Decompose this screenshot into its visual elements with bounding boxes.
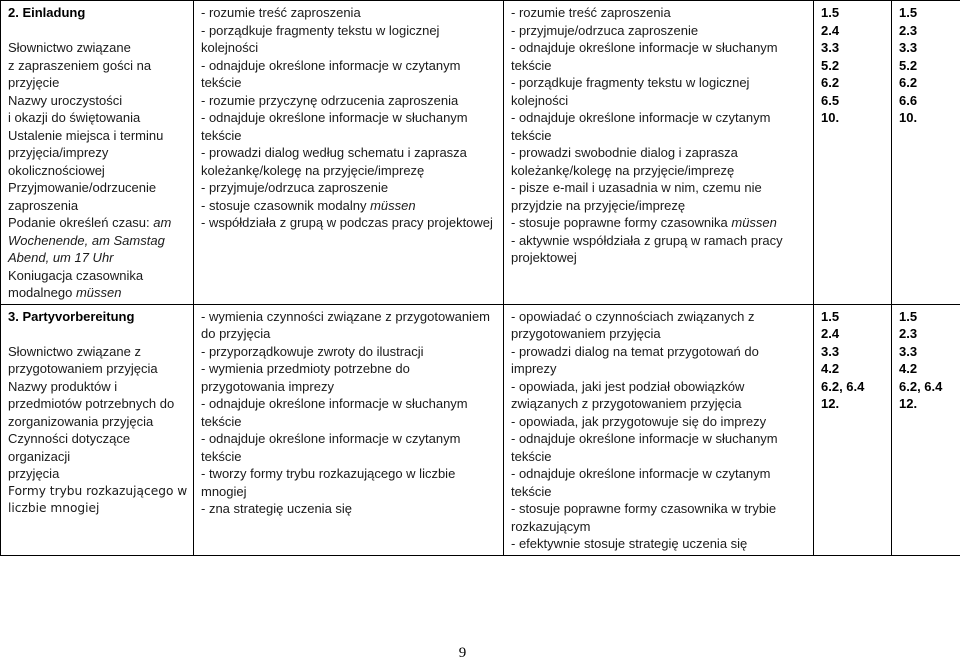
vocab-line [8, 430, 188, 465]
line-italic-text: Wochenende, am Samstag [8, 232, 165, 248]
basic-requirements-cell [194, 1, 504, 305]
line-text: modalnego [8, 285, 76, 300]
requirement-line: kolejności [201, 40, 259, 55]
requirement-line: koleżankę/kolegę na przyjęcie/imprezę [201, 162, 425, 178]
core-curriculum-extended-cell [892, 1, 960, 305]
curriculum-code: 1.5 [899, 308, 918, 324]
curriculum-code: 1.5 [821, 5, 840, 20]
vocab-line [8, 249, 188, 267]
requirement-line: - współdziała z grupą w podczas pracy projektowej [201, 215, 493, 230]
requirement-line: - odnajduje określone informacje w czytanym [511, 466, 771, 481]
line-text: Nazwy produktów i [8, 378, 118, 394]
vocab-line [8, 197, 188, 215]
requirement-line: tekście [201, 127, 242, 143]
line-text: okolicznościowej [8, 162, 105, 178]
curriculum-code: 4.2 [821, 361, 840, 376]
requirement-line: - odnajduje określone informacje w słuchanym [511, 40, 778, 55]
requirement-line: - rozumie przyczynę odrzucenia zaproszenia [201, 92, 459, 108]
core-curriculum-basic-cell [814, 1, 892, 305]
curriculum-code: 3.3 [821, 343, 840, 359]
requirement-line: projektowej [511, 250, 577, 265]
topic-cell [1, 1, 194, 305]
requirement-line: tekście [511, 57, 552, 73]
line-text: Czynności dotyczące organizacji [8, 431, 131, 464]
spacer [8, 325, 188, 343]
requirement-line: - przyjmuje/odrzuca zaproszenie [201, 180, 389, 195]
requirement-line: przygotowaniem przyjęcia [511, 326, 661, 341]
curriculum-code: 6.5 [821, 92, 840, 108]
curriculum-code: 6.2, 6.4 [821, 378, 865, 394]
curriculum-code: 2.3 [899, 326, 918, 341]
curriculum-code: 12. [899, 396, 918, 411]
requirement-line: - opowiada, jaki jest podział obowiązków [511, 378, 745, 394]
requirement-line: - porządkuje fragmenty tekstu w logicznej [511, 75, 750, 90]
vocab-line [8, 500, 188, 518]
line-text: przyjęcia/imprezy [8, 145, 109, 160]
line-text: Koniugacja czasownika [8, 267, 144, 283]
line-text: Formy trybu rozkazującego w [8, 483, 188, 498]
requirement-line: rozkazującym [511, 518, 591, 534]
requirement-line: - porządkuje fragmenty tekstu w logicznej [201, 22, 440, 38]
requirement-line: - przyjmuje/odrzuca zaproszenie [511, 22, 699, 38]
topic-cell [1, 304, 194, 555]
line-italic-text: müssen [731, 215, 777, 230]
requirement-line: - odnajduje określone informacje w słuchanym [201, 110, 468, 125]
requirement-line: - odnajduje określone informacje w słuchanym [511, 431, 778, 446]
line-text: liczbie mnogiej [8, 501, 100, 515]
line-text: przyjęcia [8, 466, 60, 481]
requirement-line: tekście [201, 75, 242, 90]
vocab-line [8, 127, 188, 145]
requirement-line [511, 214, 808, 232]
vocab-line [8, 57, 188, 75]
requirement-line: - prowadzi swobodnie dialog i zaprasza [511, 145, 738, 160]
core-curriculum-basic-cell [814, 304, 892, 555]
requirement-line: - efektywnie stosuje strategię uczenia się [511, 536, 748, 551]
line-text: przygotowaniem przyjęcia [8, 361, 158, 376]
line-italic-text: müssen [370, 197, 416, 213]
requirement-line: przyjdzie na przyjęcie/imprezę [511, 197, 686, 213]
requirement-line: koleżankę/kolegę na przyjęcie/imprezę [511, 162, 735, 178]
vocab-line [8, 232, 188, 250]
curriculum-code: 3.3 [821, 40, 840, 55]
requirement-line: tekście [201, 413, 242, 429]
requirement-line: związanych z przygotowaniem przyjęcia [511, 396, 742, 411]
vocab-line [8, 267, 188, 285]
line-text: zaproszenia [8, 197, 79, 213]
curriculum-code: 12. [821, 396, 840, 411]
vocab-line [8, 162, 188, 180]
requirement-line: - wymienia przedmioty potrzebne do [201, 361, 410, 376]
line-text: Ustalenie miejsca i terminu [8, 127, 164, 143]
curriculum-code: 6.6 [899, 92, 918, 108]
requirement-line: - odnajduje określone informacje w czytanym [511, 110, 771, 125]
extended-requirements-cell [504, 1, 814, 305]
extended-requirements-cell [504, 304, 814, 555]
vocab-line [8, 360, 188, 378]
curriculum-code: 1.5 [821, 308, 840, 324]
line-text: Słownictwo związane [8, 40, 131, 55]
requirement-line: - odnajduje określone informacje w słuchanym [201, 396, 468, 411]
curriculum-code: 3.3 [899, 343, 918, 359]
requirement-line: - zna strategię uczenia się [201, 501, 353, 516]
requirement-line: - prowadzi dialog według schematu i zaprasza [201, 145, 467, 160]
requirement-line: tekście [511, 127, 552, 143]
core-curriculum-extended-cell [892, 304, 960, 555]
vocab-line [8, 109, 188, 127]
requirement-line: - rozumie treść zaproszenia [511, 5, 671, 20]
curriculum-code: 3.3 [899, 40, 918, 55]
vocab-line [8, 395, 188, 413]
curriculum-code: 5.2 [821, 57, 840, 73]
curriculum-code: 10. [821, 110, 840, 125]
vocab-line [8, 413, 188, 431]
vocab-line [8, 144, 188, 162]
basic-requirements-cell [194, 304, 504, 555]
requirement-line: - opowiadać o czynnościach związanych z [511, 308, 755, 324]
topic-title: 3. Partyvorbereitung [8, 308, 135, 324]
requirement-line: - przyporządkowuje zwroty do ilustracji [201, 343, 424, 359]
vocab-line [8, 74, 188, 92]
requirement-line: - wymienia czynności związane z przygotowaniem [201, 308, 491, 324]
line-text: z zapraszeniem gości na [8, 57, 152, 73]
line-italic-text: müssen [75, 285, 122, 300]
curriculum-code: 5.2 [899, 57, 918, 73]
line-text: przedmiotów potrzebnych do [8, 396, 175, 411]
line-text: - stosuje poprawne formy czasownika [511, 215, 732, 230]
requirement-line: tekście [511, 483, 552, 499]
curriculum-code: 2.4 [821, 326, 840, 341]
curriculum-code: 6.2, 6.4 [899, 378, 943, 394]
line-text: Przyjmowanie/odrzucenie [8, 180, 157, 195]
curriculum-code: 6.2 [899, 75, 918, 90]
requirement-line: kolejności [511, 92, 569, 108]
requirement-line [201, 197, 498, 215]
vocab-line [8, 483, 188, 501]
vocab-line [8, 214, 188, 232]
spacer [8, 22, 188, 40]
table-row [1, 1, 960, 305]
line-text: - stosuje czasownik modalny [201, 197, 371, 213]
requirement-line: mnogiej [201, 483, 247, 499]
curriculum-code: 4.2 [899, 361, 918, 376]
requirement-line: - opowiada, jak przygotowuje się do imprezy [511, 413, 767, 429]
requirement-line: - aktywnie współdziała z grupą w ramach pracy [511, 232, 783, 248]
requirement-line: - odnajduje określone informacje w czytanym [201, 431, 461, 446]
vocab-line [8, 39, 188, 57]
vocab-line [8, 179, 188, 197]
vocab-line [8, 284, 188, 302]
requirement-line: tekście [511, 448, 552, 464]
page-number: 9 [458, 645, 467, 661]
requirement-line: imprezy [511, 361, 557, 376]
requirement-line: - rozumie treść zaproszenia [201, 5, 361, 20]
line-text: i okazji do świętowania [8, 110, 141, 125]
topic-title: 2. Einladung [8, 5, 86, 20]
curriculum-code: 1.5 [899, 5, 918, 20]
curriculum-code: 10. [899, 110, 918, 125]
vocab-line [8, 92, 188, 110]
line-text: przyjęcie [8, 75, 60, 90]
requirement-line: do przyjęcia [201, 326, 271, 341]
line-text: Słownictwo związane z [8, 343, 141, 359]
line-text: Podanie określeń czasu: [8, 215, 154, 230]
curriculum-code: 2.3 [899, 22, 918, 38]
line-text: zorganizowania przyjęcia [8, 413, 154, 429]
curriculum-code: 6.2 [821, 75, 840, 90]
vocab-line [8, 465, 188, 483]
line-italic-text: Abend, um 17 Uhr [8, 250, 114, 265]
requirement-line: przygotowania imprezy [201, 378, 334, 394]
vocab-line [8, 378, 188, 396]
requirement-line: tekście [201, 448, 242, 464]
requirement-line: - stosuje poprawne formy czasownika w trybie [511, 501, 777, 516]
requirement-line: - pisze e-mail i uzasadnia w nim, czemu nie [511, 180, 762, 195]
curriculum-code: 2.4 [821, 22, 840, 38]
requirement-line: - tworzy formy trybu rozkazującego w liczbie [201, 466, 456, 481]
requirement-line: - prowadzi dialog na temat przygotowań do [511, 343, 759, 359]
table-row [1, 304, 960, 555]
line-text: Nazwy uroczystości [8, 92, 123, 108]
requirement-line: - odnajduje określone informacje w czytanym [201, 57, 461, 73]
vocab-line [8, 343, 188, 361]
line-italic-text: am [153, 215, 172, 230]
